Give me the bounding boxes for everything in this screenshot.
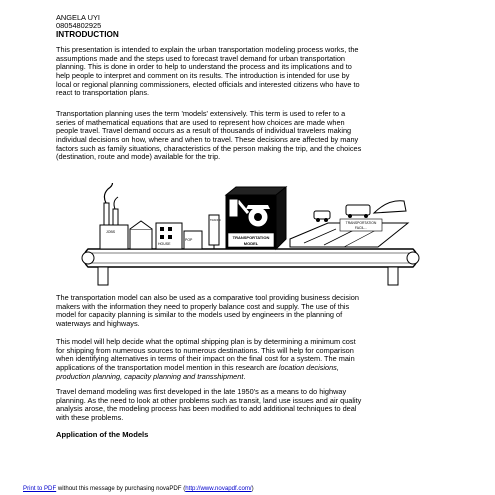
model-box-label-1: TRANSPORTATION — [232, 235, 270, 240]
traffic-sign-post — [209, 215, 221, 249]
roads-and-cars — [290, 201, 408, 247]
traffic-sign-label: TRAFFIC — [210, 219, 221, 222]
paragraph-4-end: . — [243, 371, 246, 381]
jobs-sign: JOBS — [106, 230, 116, 234]
house-sign: HOUSE — [158, 242, 171, 246]
facilities-sign-2: FACIL... — [354, 226, 368, 230]
application-heading: Application of the Models — [56, 430, 149, 439]
paragraph-2: Transportation planning uses the term 'models' extensively. This term is used to refer to a series of mathematical equations that are used to represent how choices are made when people travel. Travel demand occurs as a result of thousands of individual travelers making individual decisions on how, where and when to travel. These decisions are affected by many factors such as family situations, characteristics of the person making the trip, and the choices (destination, route and mode) available for the trip. — [56, 109, 362, 162]
author-name: ANGELA UYI — [56, 13, 100, 22]
pdf-footer — [23, 485, 254, 492]
conveyor-belt — [82, 249, 419, 285]
print-to-pdf-link[interactable]: Print to PDF — [23, 485, 57, 492]
model-box-label-2: MODEL — [243, 241, 259, 246]
paragraph-4 — [56, 338, 460, 381]
author-phone: 08054802925 — [56, 21, 102, 30]
paragraph-4-text: This model will help decide what the optimal shipping plan is by determining a minimum cost for shipping from numerous sources to numerous destinations. This will help for comparison when identifying alternatives in terms of their impact on the final cost for a system. The main applications of the transportation model mention in this research are — [56, 337, 356, 372]
novapdf-url-link[interactable]: http://www.novapdf.com/ — [185, 485, 252, 492]
introduction-heading: INTRODUCTION — [56, 30, 119, 39]
paragraph-5: Travel demand modeling was first developed in the late 1950's as a means to do highway planning. As the need to look at other problems such as transit, land use issues and air quality analysis arose, the modeling process has been modified to add additional techniques to deal with these problems. — [56, 387, 362, 422]
facilities-sign-1: TRANSPORTATION — [345, 221, 377, 225]
transportation-model-box — [226, 187, 286, 249]
factory-buildings — [100, 183, 202, 249]
footer-text: without this message by purchasing novaPDF ( — [56, 485, 186, 492]
paragraph-3: The transportation model can also be used as a comparative tool providing business decision makers with the information they need to properly balance cost and supply. The use of this model for capacity planning is similar to the models used by engineers in the planning of waterways and highways. — [56, 293, 359, 328]
transportation-model-illustration — [78, 183, 423, 290]
paragraph-1: This presentation is intended to explain the urban transportation modeling process works, the assumptions made and the steps used to forecast travel demand for urban transportation planning. This is done in order to help to understand the process and its implications and to help people to interpret and comment on its results. The introduction is intended for use by local or regional planning commissioners, elected officials and interested citizens who have to react to transportation plans. — [56, 45, 360, 98]
footer-end: ) — [251, 485, 254, 492]
paragraph-4-italic: location decisions, production planning, capacity planning and transshipment — [56, 362, 339, 381]
pop-sign: POP — [185, 238, 193, 242]
